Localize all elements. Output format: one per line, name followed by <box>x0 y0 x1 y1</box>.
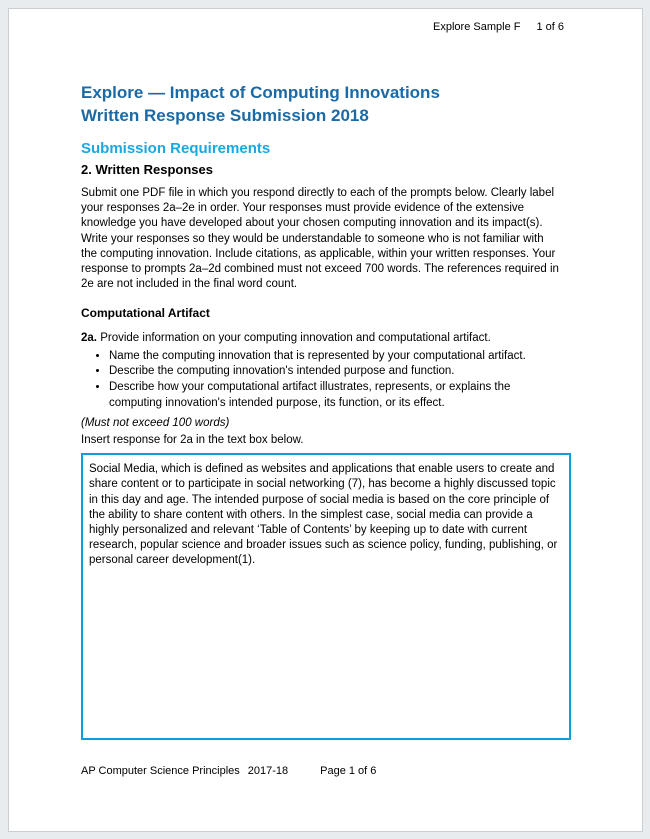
page-content <box>81 81 571 740</box>
bullet-item: • Name the computing innovation that is represented by your computational artifact. <box>109 349 563 365</box>
document-title-line2: Written Response Submission 2018 <box>81 106 369 125</box>
computational-artifact-heading: Computational Artifact <box>81 306 210 321</box>
response-2a-text: Social Media, which is defined as websites and applications that enable users to create and share content or to participate in social networking (7), has become a highly discussed topic in this day and age. The intended purpose of social media is based on the core principle of the ability to share content with others. In the simplest case, social media can provide a highly personalized and relevant ‘Table of Contents’ by keeping up to date with current research, popular science and broader issues such as science policy, funding, publishing, or personal career development(1). <box>89 463 558 567</box>
bullet-item: • Describe the computing innovation's intended purpose and function. <box>109 364 563 380</box>
insert-instruction: Insert response for 2a in the text box below. <box>81 434 304 447</box>
header-page-indicator: 1 of 6 <box>536 21 564 33</box>
document-page <box>8 8 643 832</box>
footer-year: 2017-18 <box>247 765 289 777</box>
word-limit-note: (Must not exceed 100 words) <box>81 416 230 429</box>
header-doc-label: Explore Sample F <box>433 21 521 33</box>
response-2a-textbox[interactable] <box>81 453 571 740</box>
document-title-line1: Explore — Impact of Computing Innovations <box>81 83 440 102</box>
page-footer <box>81 765 376 777</box>
document-title <box>81 81 571 127</box>
prompt-2a-bullet-list <box>81 349 563 412</box>
prompt-2a <box>81 331 559 346</box>
footer-page-number: Page 1 of 6 <box>320 765 377 777</box>
footer-program: AP Computer Science Principles <box>81 765 240 777</box>
intro-paragraph: Submit one PDF file in which you respond directly to each of the prompts below. Clearly label your responses 2a–2e in order. Your responses must provide evidence of the extensive knowledge you have developed about your chosen computing innovation and its impact(s). Write your responses so they would be understandable to someone who is not familiar with the computing innovation. Include citations, as applicable, within your written responses. Your response to prompts 2a–2d combined must not exceed 700 words. The references required in 2e are not included in the final word count. <box>81 187 559 291</box>
page-header <box>433 21 564 33</box>
submission-requirements-heading: Submission Requirements <box>81 140 271 157</box>
written-responses-heading: 2. Written Responses <box>81 162 213 177</box>
prompt-2a-label: 2a. <box>81 332 97 345</box>
prompt-2a-text: Provide information on your computing innovation and computational artifact. <box>100 332 491 345</box>
bullet-item: • Describe how your computational artifact illustrates, represents, or explains the computing innovation's intended purpose, its function, or its effect. <box>109 380 563 412</box>
